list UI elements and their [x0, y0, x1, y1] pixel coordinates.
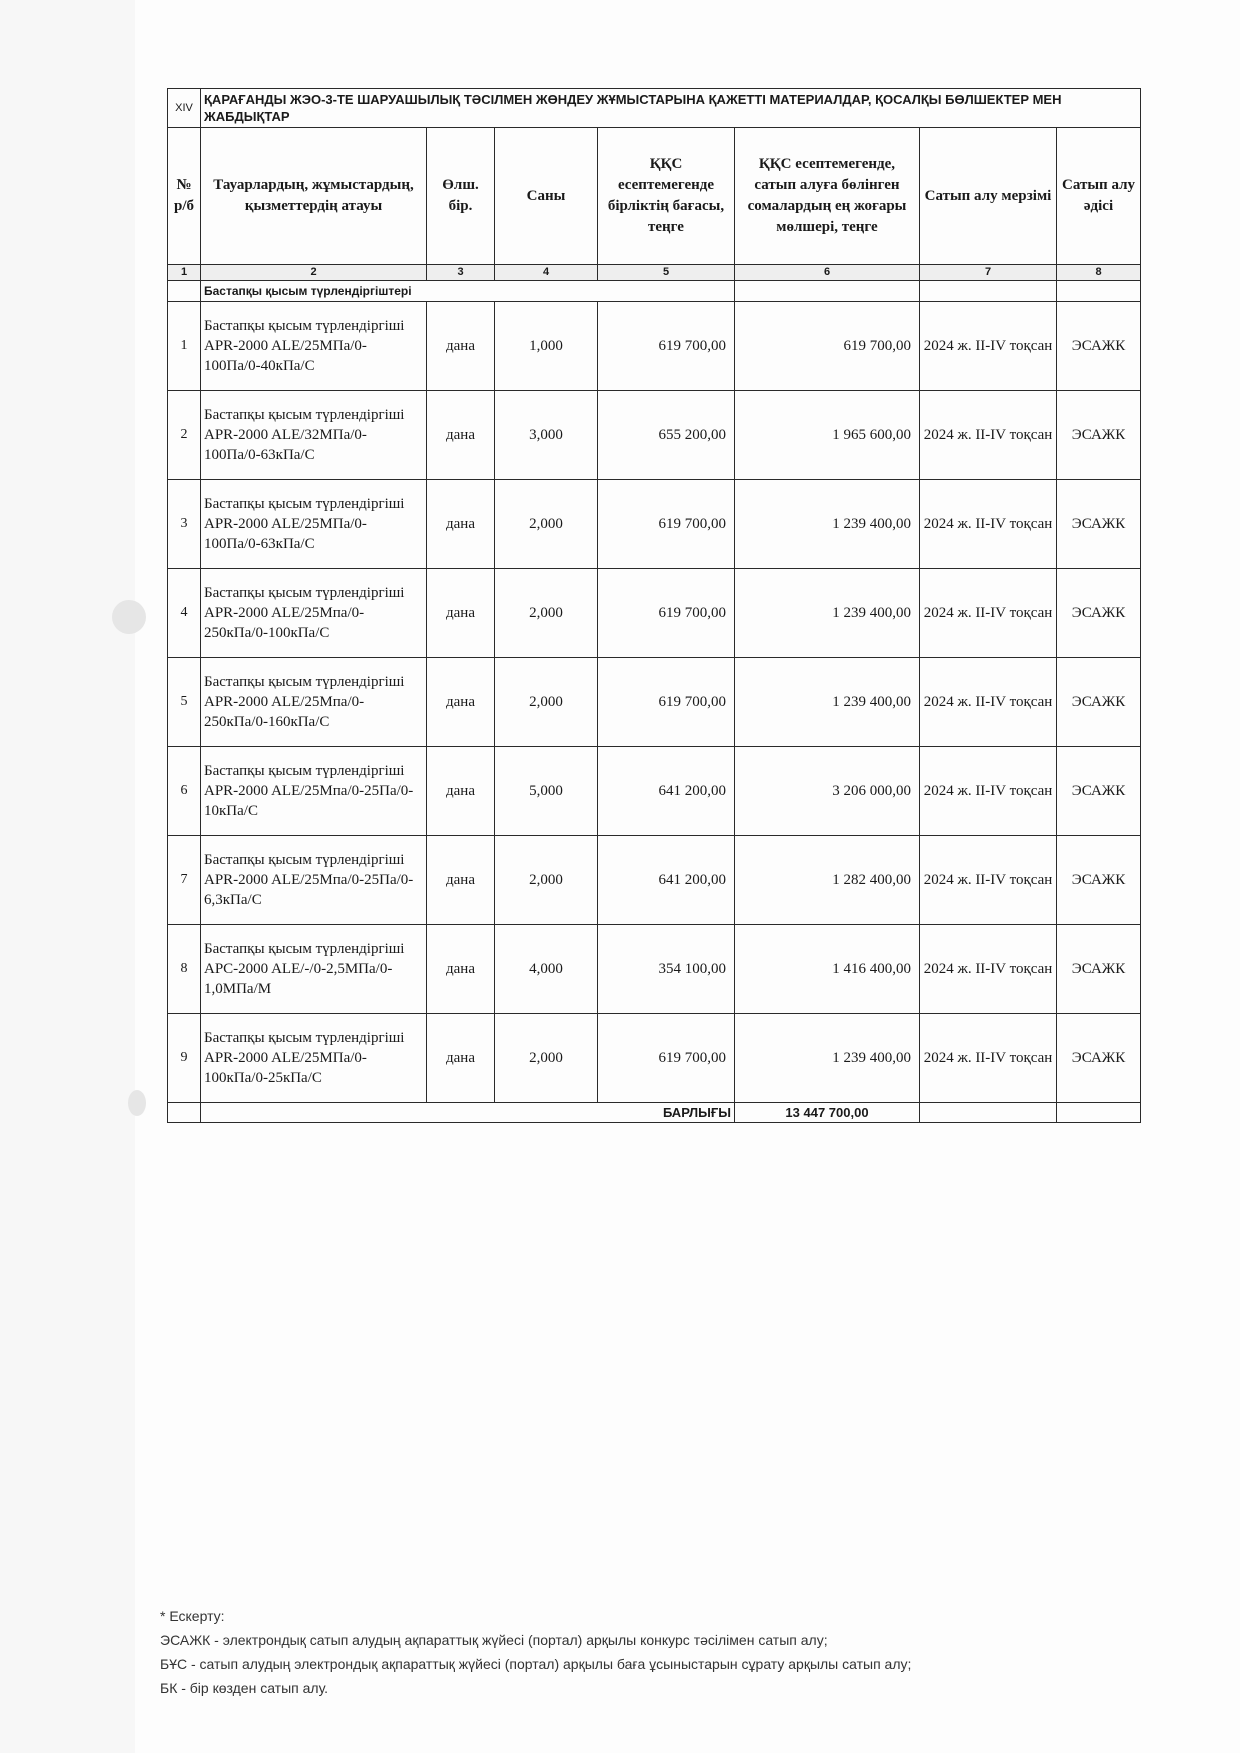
footnote-title: * Ескерту: [160, 1608, 225, 1624]
unit: дана [427, 569, 495, 658]
item-name: Бастапқы қысым түрлендіргіші APR-2000 ALE/25Мпа/0-25Па/0-6,3кПа/С [201, 836, 427, 925]
group-spacer [168, 281, 201, 302]
column-number: 2 [201, 265, 427, 281]
unit-price: 655 200,00 [598, 391, 735, 480]
purchase-term: 2024 ж. II-IV тоқсан [920, 480, 1057, 569]
header-max-amount: ҚҚС есептемегенде, сатып алуға бөлінген сомалардың ең жоғары мөлшері, теңге [735, 128, 920, 265]
header-quantity: Саны [495, 128, 598, 265]
footnote-line: БК - бір көзден сатып алу. [160, 1680, 329, 1696]
row-number: 9 [168, 1014, 201, 1103]
item-name: Бастапқы қысым түрлендіргіші APR-2000 ALE/32МПа/0-100Па/0-63кПа/С [201, 391, 427, 480]
max-amount: 1 239 400,00 [735, 569, 920, 658]
unit-price: 619 700,00 [598, 480, 735, 569]
table-row [168, 658, 1141, 747]
quantity: 1,000 [495, 302, 598, 391]
max-amount: 619 700,00 [735, 302, 920, 391]
punch-hole-top [112, 600, 146, 634]
column-number: 5 [598, 265, 735, 281]
max-amount: 1 239 400,00 [735, 1014, 920, 1103]
header-unit: Өлш. бір. [427, 128, 495, 265]
quantity: 2,000 [495, 569, 598, 658]
header-row [168, 128, 1141, 265]
quantity: 4,000 [495, 925, 598, 1014]
unit: дана [427, 925, 495, 1014]
column-number-row [168, 265, 1141, 281]
table-row [168, 480, 1141, 569]
total-value: 13 447 700,00 [735, 1103, 920, 1123]
purchase-term: 2024 ж. II-IV тоқсан [920, 391, 1057, 480]
column-number: 8 [1057, 265, 1141, 281]
item-name: Бастапқы қысым түрлендіргіші APR-2000 ALE/25Мпа/0-250кПа/0-160кПа/С [201, 658, 427, 747]
group-spacer [920, 281, 1057, 302]
item-name: Бастапқы қысым түрлендіргіші APR-2000 ALE/25МПа/0-100Па/0-63кПа/С [201, 480, 427, 569]
footnote [160, 1604, 1160, 1700]
group-spacer [735, 281, 920, 302]
row-number: 2 [168, 391, 201, 480]
group-spacer [1057, 281, 1141, 302]
section-row [168, 89, 1141, 128]
purchase-term: 2024 ж. II-IV тоқсан [920, 658, 1057, 747]
max-amount: 1 965 600,00 [735, 391, 920, 480]
unit: дана [427, 836, 495, 925]
table-row [168, 925, 1141, 1014]
purchase-term: 2024 ж. II-IV тоқсан [920, 1014, 1057, 1103]
procurement-table [167, 88, 1141, 1123]
purchase-method: ЭСАЖК [1057, 1014, 1141, 1103]
row-number: 8 [168, 925, 201, 1014]
quantity: 2,000 [495, 836, 598, 925]
purchase-method: ЭСАЖК [1057, 658, 1141, 747]
column-number: 4 [495, 265, 598, 281]
header-purchase-method: Сатып алу әдісі [1057, 128, 1141, 265]
unit-price: 619 700,00 [598, 1014, 735, 1103]
punch-hole-bottom [128, 1090, 146, 1116]
header-name: Тауарлардың, жұмыстардың, қызметтердің атауы [201, 128, 427, 265]
purchase-method: ЭСАЖК [1057, 569, 1141, 658]
footnote-line: ЭСАЖК - электрондық сатып алудың ақпараттық жүйесі (портал) арқылы конкурс тәсілімен сатып алу; [160, 1632, 828, 1648]
unit-price: 354 100,00 [598, 925, 735, 1014]
row-number: 3 [168, 480, 201, 569]
unit: дана [427, 658, 495, 747]
column-number: 6 [735, 265, 920, 281]
row-number: 4 [168, 569, 201, 658]
max-amount: 1 416 400,00 [735, 925, 920, 1014]
unit: дана [427, 1014, 495, 1103]
purchase-method: ЭСАЖК [1057, 747, 1141, 836]
max-amount: 1 282 400,00 [735, 836, 920, 925]
unit-price: 619 700,00 [598, 569, 735, 658]
table-row [168, 747, 1141, 836]
purchase-term: 2024 ж. II-IV тоқсан [920, 302, 1057, 391]
group-title: Бастапқы қысым түрлендіргіштері [201, 281, 735, 302]
max-amount: 1 239 400,00 [735, 658, 920, 747]
unit: дана [427, 747, 495, 836]
max-amount: 3 206 000,00 [735, 747, 920, 836]
table-row [168, 836, 1141, 925]
total-spacer [1057, 1103, 1141, 1123]
purchase-method: ЭСАЖК [1057, 302, 1141, 391]
quantity: 5,000 [495, 747, 598, 836]
unit: дана [427, 391, 495, 480]
unit: дана [427, 480, 495, 569]
group-row [168, 281, 1141, 302]
quantity: 2,000 [495, 658, 598, 747]
purchase-method: ЭСАЖК [1057, 391, 1141, 480]
purchase-term: 2024 ж. II-IV тоқсан [920, 836, 1057, 925]
scan-margin [0, 0, 135, 1753]
row-number: 6 [168, 747, 201, 836]
purchase-method: ЭСАЖК [1057, 925, 1141, 1014]
quantity: 3,000 [495, 391, 598, 480]
total-spacer [920, 1103, 1057, 1123]
item-name: Бастапқы қысым түрлендіргіші APC-2000 ALE/-/0-2,5МПа/0-1,0МПа/М [201, 925, 427, 1014]
purchase-method: ЭСАЖК [1057, 836, 1141, 925]
purchase-term: 2024 ж. II-IV тоқсан [920, 747, 1057, 836]
purchase-term: 2024 ж. II-IV тоқсан [920, 569, 1057, 658]
quantity: 2,000 [495, 1014, 598, 1103]
item-name: Бастапқы қысым түрлендіргіші APR-2000 ALE/25Мпа/0-25Па/0-10кПа/С [201, 747, 427, 836]
footnote-line: БҰС - сатып алудың электрондық ақпараттық жүйесі (портал) арқылы баға ұсыныстарын сұрату арқылы сатып алу; [160, 1656, 912, 1672]
purchase-term: 2024 ж. II-IV тоқсан [920, 925, 1057, 1014]
section-title: ҚАРАҒАНДЫ ЖЭО-3-ТЕ ШАРУАШЫЛЫҚ ТӘСІЛМЕН ЖӨНДЕУ ЖҰМЫСТАРЫНА ҚАЖЕТТІ МАТЕРИАЛДАР, ҚОСАЛҚЫ БӨЛШЕКТЕР МЕН ЖАБДЫҚТАР [201, 89, 1141, 128]
table-row [168, 391, 1141, 480]
column-number: 1 [168, 265, 201, 281]
unit-price: 619 700,00 [598, 658, 735, 747]
row-number: 7 [168, 836, 201, 925]
purchase-method: ЭСАЖК [1057, 480, 1141, 569]
unit-price: 641 200,00 [598, 836, 735, 925]
header-unit-price: ҚҚС есептемегенде бірліктің бағасы, теңге [598, 128, 735, 265]
total-label: БАРЛЫҒЫ [201, 1103, 735, 1123]
row-number: 5 [168, 658, 201, 747]
unit-price: 619 700,00 [598, 302, 735, 391]
row-number: 1 [168, 302, 201, 391]
column-number: 7 [920, 265, 1057, 281]
total-spacer [168, 1103, 201, 1123]
section-number: XIV [168, 89, 201, 128]
header-purchase-term: Сатып алу мерзімі [920, 128, 1057, 265]
total-row [168, 1103, 1141, 1123]
item-name: Бастапқы қысым түрлендіргіші APR-2000 ALE/25Мпа/0-250кПа/0-100кПа/С [201, 569, 427, 658]
table-row [168, 1014, 1141, 1103]
unit: дана [427, 302, 495, 391]
item-name: Бастапқы қысым түрлендіргіші APR-2000 ALE/25МПа/0-100Па/0-40кПа/С [201, 302, 427, 391]
table-row [168, 569, 1141, 658]
table-row [168, 302, 1141, 391]
unit-price: 641 200,00 [598, 747, 735, 836]
item-name: Бастапқы қысым түрлендіргіші APR-2000 ALE/25МПа/0-100кПа/0-25кПа/С [201, 1014, 427, 1103]
header-number: № р/б [168, 128, 201, 265]
max-amount: 1 239 400,00 [735, 480, 920, 569]
quantity: 2,000 [495, 480, 598, 569]
column-number: 3 [427, 265, 495, 281]
